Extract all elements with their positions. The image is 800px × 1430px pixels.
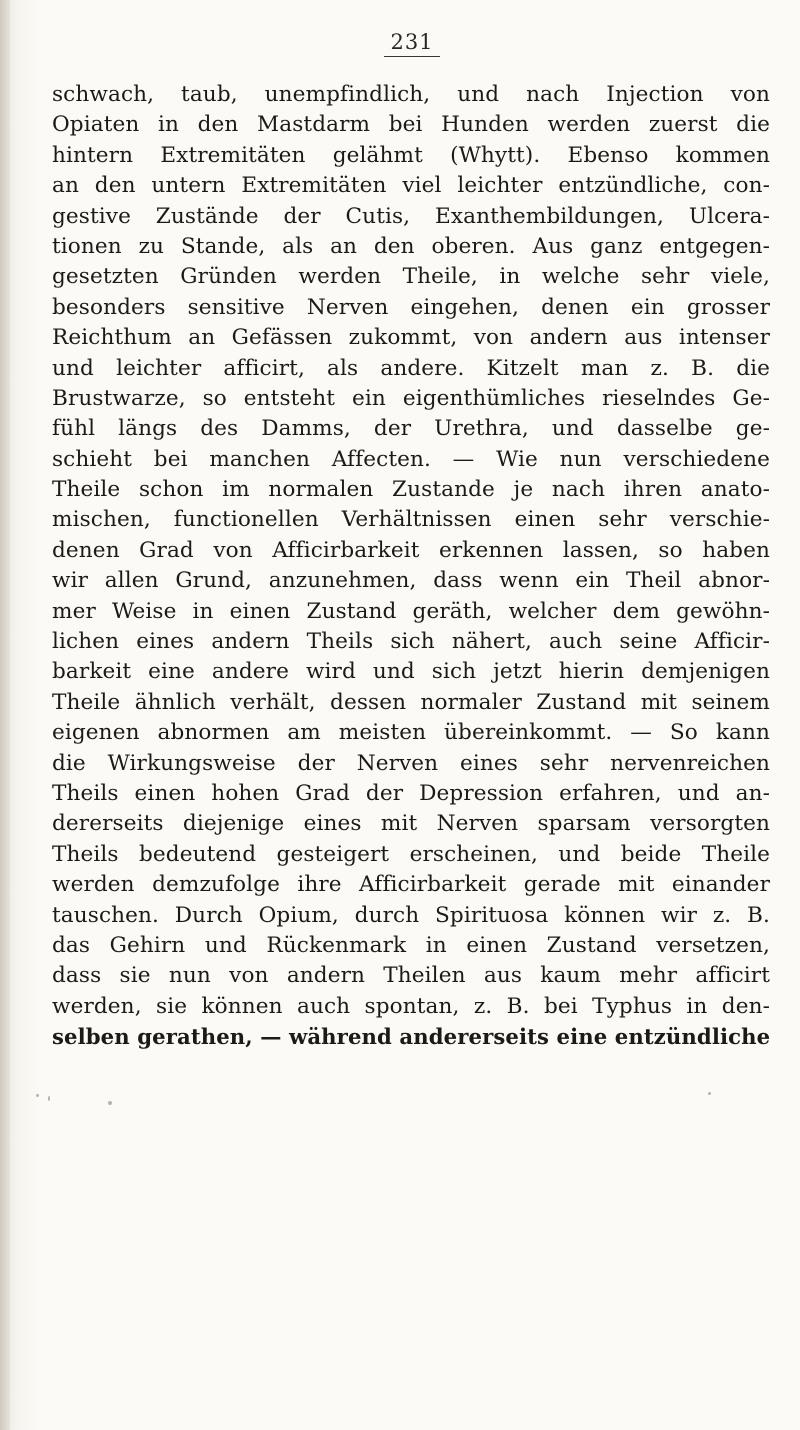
text-line: Reichthum an Gefässen zukommt, von andern aus intenser: [52, 325, 770, 351]
text-line: hintern Extremitäten gelähmt (Whytt). Ebenso kommen: [52, 142, 770, 168]
text-line: Theile schon im normalen Zustande je nach ihren anato-: [52, 477, 770, 503]
text-line: mischen, functionellen Verhältnissen einen sehr verschie-: [52, 507, 770, 533]
page-number-text: 231: [384, 30, 439, 57]
text-line: selben gerathen, — während andererseits eine entzündliche: [52, 1024, 770, 1050]
paper-speck: [108, 1101, 112, 1105]
text-line: werden, sie können auch spontan, z. B. bei Typhus in den-: [52, 993, 770, 1019]
text-line: tauschen. Durch Opium, durch Spirituosa können wir z. B.: [52, 902, 770, 928]
text-line: besonders sensitive Nerven eingehen, denen ein grosser: [52, 294, 770, 320]
text-line: eigenen abnormen am meisten übereinkommt. — So kann: [52, 720, 770, 746]
paper-speck: [48, 1096, 50, 1101]
text-line: Brustwarze, so entsteht ein eigenthümliches rieselndes Ge-: [52, 385, 770, 411]
text-line: das Gehirn und Rückenmark in einen Zustand versetzen,: [52, 932, 770, 958]
text-line: fühl längs des Damms, der Urethra, und dasselbe ge-: [52, 416, 770, 442]
text-line: dererseits diejenige eines mit Nerven sparsam versorgten: [52, 811, 770, 837]
text-line: gesetzten Gründen werden Theile, in welche sehr viele,: [52, 264, 770, 290]
text-line: barkeit eine andere wird und sich jetzt hierin demjenigen: [52, 659, 770, 685]
text-line: schwach, taub, unempfindlich, und nach Injection von: [52, 82, 770, 107]
text-line: tionen zu Stande, als an den oberen. Aus ganz entgegen-: [52, 233, 770, 259]
text-line: dass sie nun von andern Theilen aus kaum mehr afficirt: [52, 963, 770, 989]
text-line: an den untern Extremitäten viel leichter entzündliche, con-: [52, 173, 770, 199]
paper-speck: [36, 1094, 39, 1097]
paper-speck: [708, 1092, 711, 1095]
text-line: schieht bei manchen Affecten. — Wie nun verschiedene: [52, 446, 770, 472]
text-line: Theils bedeutend gesteigert erscheinen, und beide Theile: [52, 841, 770, 867]
text-line: lichen eines andern Theils sich nähert, auch seine Afficir-: [52, 629, 770, 655]
text-line: denen Grad von Afficirbarkeit erkennen lassen, so haben: [52, 537, 770, 563]
page-number: [0, 30, 800, 57]
text-line: Opiaten in den Mastdarm bei Hunden werden zuerst die: [52, 112, 770, 138]
body-text: [52, 80, 770, 1053]
text-line: die Wirkungsweise der Nerven eines sehr nervenreichen: [52, 750, 770, 776]
text-line: und leichter afficirt, als andere. Kitzelt man z. B. die: [52, 355, 770, 381]
text-line: wir allen Grund, anzunehmen, dass wenn ein Theil abnor-: [52, 568, 770, 594]
page-binding-edge: [0, 0, 10, 1430]
text-line: Theils einen hohen Grad der Depression erfahren, und an-: [52, 780, 770, 806]
text-line: Theile ähnlich verhält, dessen normaler Zustand mit seinem: [52, 689, 770, 715]
text-line: gestive Zustände der Cutis, Exanthembildungen, Ulcera-: [52, 203, 770, 229]
text-line: mer Weise in einen Zustand geräth, welcher dem gewöhn-: [52, 598, 770, 624]
text-line: werden demzufolge ihre Afficirbarkeit gerade mit einander: [52, 872, 770, 898]
